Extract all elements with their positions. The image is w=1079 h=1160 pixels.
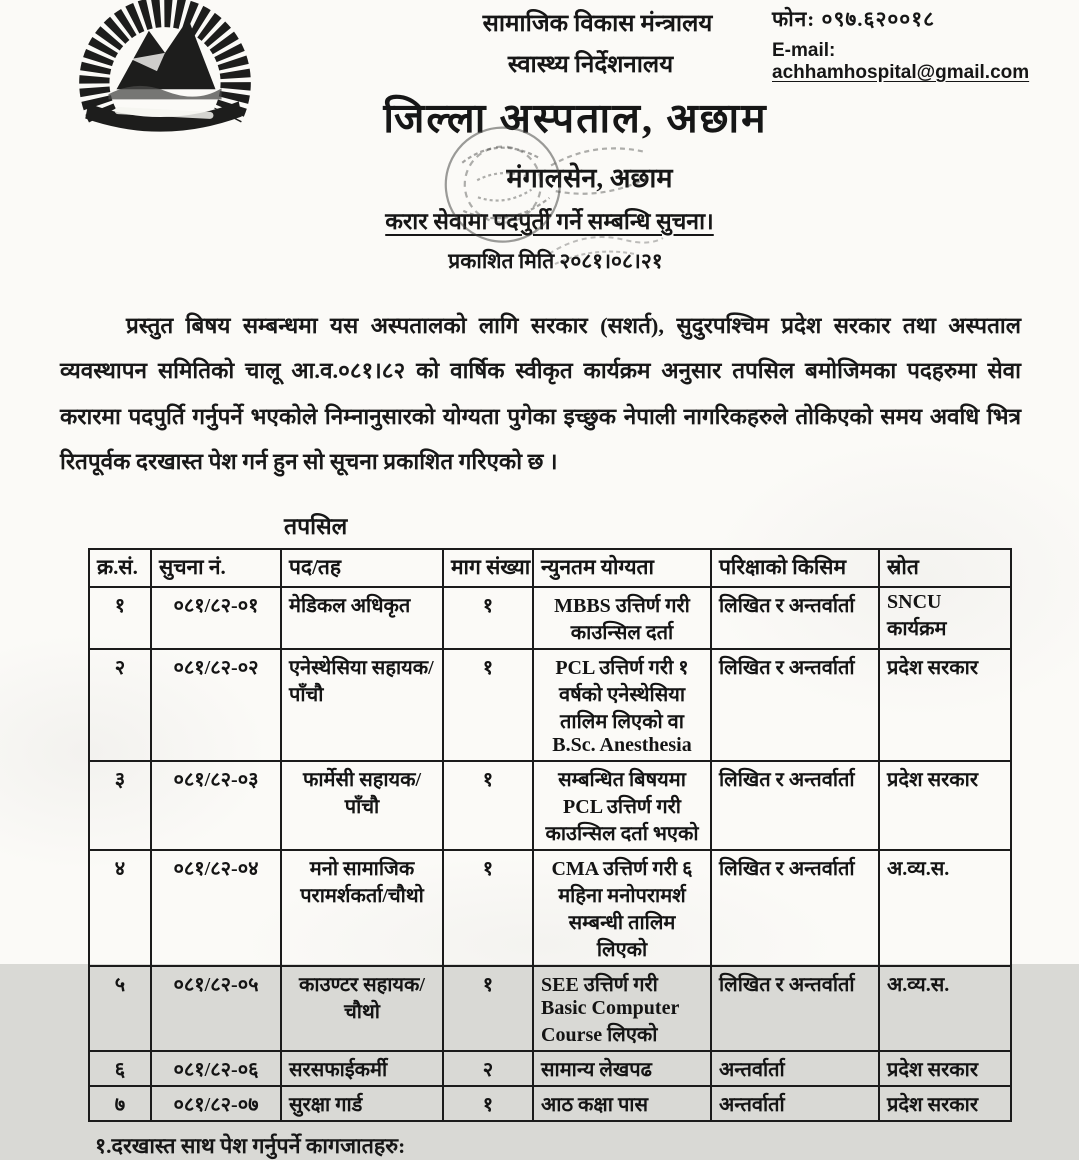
- vacancy-table: [88, 548, 1012, 1122]
- email-line: [772, 40, 1079, 84]
- header-qualification: न्युनतम योग्यता: [533, 549, 711, 587]
- cell-serial: ५: [89, 966, 151, 1051]
- cell-qualification: आठ कक्षा पास: [533, 1086, 711, 1121]
- cell-demand: १: [443, 1086, 533, 1121]
- table-row: [89, 587, 1011, 649]
- cell-exam-type: अन्तर्वार्ता: [711, 1051, 879, 1086]
- cell-notice-no: ०८१/८२-०५: [151, 966, 281, 1051]
- email-address: achhamhospital@gmail.com: [772, 62, 1030, 83]
- cell-qualification: CMA उत्तिर्ण गरी ६ महिना मनोपरामर्श सम्बन्धी तालिम लिएको: [533, 850, 711, 966]
- table-row: [89, 649, 1011, 761]
- cell-source: अ.व्य.स.: [879, 966, 1011, 1051]
- hospital-title: जिल्ला अस्पताल, अछाम: [383, 95, 768, 141]
- cell-qualification: सामान्य लेखपढ: [533, 1051, 711, 1086]
- cell-notice-no: ०८१/८२-०१: [151, 587, 281, 649]
- cell-serial: १: [89, 587, 151, 649]
- cell-source: प्रदेश सरकार: [879, 1086, 1011, 1121]
- cell-demand: २: [443, 1051, 533, 1086]
- cell-demand: १: [443, 649, 533, 761]
- cell-post: सुरक्षा गार्ड: [281, 1086, 443, 1121]
- table-row: [89, 761, 1011, 850]
- cell-source: अ.व्य.स.: [879, 850, 1011, 966]
- table-row: [89, 1086, 1011, 1121]
- cell-exam-type: लिखित र अन्तर्वार्ता: [711, 649, 879, 761]
- header-exam-type: परिक्षाको किसिम: [711, 549, 879, 587]
- cell-source: SNCU कार्यक्रम: [879, 587, 1011, 649]
- cell-qualification: सम्बन्धित बिषयमा PCL उत्तिर्ण गरी काउन्सिल दर्ता भएको: [533, 761, 711, 850]
- documents-required-heading: १.दरखास्त साथ पेश गर्नुपर्ने कागजातहरु:: [95, 1133, 406, 1158]
- nepal-emblem-icon: [60, 0, 267, 134]
- phone-line: [772, 5, 1079, 33]
- table-row: [89, 966, 1011, 1051]
- table-header-row: [89, 549, 1011, 587]
- cell-source: प्रदेश सरकार: [879, 649, 1011, 761]
- cell-exam-type: लिखित र अन्तर्वार्ता: [711, 587, 879, 649]
- phone-number: ०९७.६२००१८: [821, 7, 936, 31]
- cell-demand: १: [443, 966, 533, 1051]
- cell-source: प्रदेश सरकार: [879, 761, 1011, 850]
- cell-exam-type: लिखित र अन्तर्वार्ता: [711, 850, 879, 966]
- cell-serial: ४: [89, 850, 151, 966]
- cell-notice-no: ०८१/८२-०३: [151, 761, 281, 850]
- cell-notice-no: ०८१/८२-०७: [151, 1086, 281, 1121]
- header-post: पद/तह: [281, 549, 443, 587]
- nepal-emblem-logo: [60, 0, 267, 134]
- cell-qualification: SEE उत्तिर्ण गरी Basic Computer Course लिएको: [533, 966, 711, 1051]
- cell-qualification: PCL उत्तिर्ण गरी १ वर्षको एनेस्थेसिया तालिम लिएको वा B.Sc. Anesthesia: [533, 649, 711, 761]
- cell-post: मेडिकल अधिकृत: [281, 587, 443, 649]
- cell-qualification: MBBS उत्तिर्ण गरी काउन्सिल दर्ता: [533, 587, 711, 649]
- cell-demand: १: [443, 850, 533, 966]
- ministry-name: सामाजिक विकास मंन्त्रालय: [482, 11, 713, 37]
- header-source: स्रोत: [879, 549, 1011, 587]
- published-date: प्रकाशित मिति २०८१।०८।२१: [448, 249, 663, 273]
- notice-paragraph: प्रस्तुत बिषय सम्बन्धमा यस अस्पतालको लागि सरकार (सशर्त), सुदुरपश्चिम प्रदेश सरकार तथा अस्पताल व्यवस्थापन समितिको चालू आ.व.०८१।८२ को वार्षिक स्वीकृत कार्यक्रम अनुसार तपसिल बमोजिमका पदहरुमा सेवा करारमा पदपुर्ति गर्नुपर्ने भएकोले निम्नानुसारको योग्यता पुगेका इच्छुक नेपाली नागरिकहरुले तोकिएको समय अवधि भित्र रितपूर्वक दरखास्त पेश गर्न हुन सो सूचना प्रकाशित गरिएको छ ।: [60, 313, 1021, 475]
- hospital-location: मंगालसेन, अछाम: [506, 163, 673, 193]
- cell-post: काउण्टर सहायक/चौथो: [281, 966, 443, 1051]
- directorate-name: स्वास्थ्य निर्देशनालय: [507, 52, 674, 78]
- cell-post: मनो सामाजिक परामर्शकर्ता/चौथो: [281, 850, 443, 966]
- cell-notice-no: ०८१/८२-०४: [151, 850, 281, 966]
- cell-exam-type: लिखित र अन्तर्वार्ता: [711, 966, 879, 1051]
- table-row: [89, 1051, 1011, 1086]
- cell-serial: ६: [89, 1051, 151, 1086]
- cell-source: प्रदेश सरकार: [879, 1051, 1011, 1086]
- notice-subject: करार सेवामा पदपुर्ती गर्ने सम्बन्धि सुचना।: [385, 209, 714, 234]
- cell-serial: ७: [89, 1086, 151, 1121]
- header-notice-no: सुचना नं.: [151, 549, 281, 587]
- header-serial: क्र.सं.: [89, 549, 151, 587]
- header-demand: माग संख्या: [443, 549, 533, 587]
- cell-post: फार्मेसी सहायक/पाँचौ: [281, 761, 443, 850]
- phone-label: फोन:: [772, 7, 816, 31]
- table-row: [89, 850, 1011, 966]
- schedule-caption: तपसिल: [284, 513, 348, 539]
- cell-serial: ३: [89, 761, 151, 850]
- cell-post: एनेस्थेसिया सहायक/पाँचौ: [281, 649, 443, 761]
- cell-notice-no: ०८१/८२-०२: [151, 649, 281, 761]
- cell-notice-no: ०८१/८२-०६: [151, 1051, 281, 1086]
- email-label: E-mail:: [772, 40, 836, 61]
- cell-demand: १: [443, 761, 533, 850]
- cell-exam-type: अन्तर्वार्ता: [711, 1086, 879, 1121]
- cell-exam-type: लिखित र अन्तर्वार्ता: [711, 761, 879, 850]
- cell-post: सरसफाईकर्मी: [281, 1051, 443, 1086]
- contact-info: [772, 5, 1079, 84]
- cell-serial: २: [89, 649, 151, 761]
- cell-demand: १: [443, 587, 533, 649]
